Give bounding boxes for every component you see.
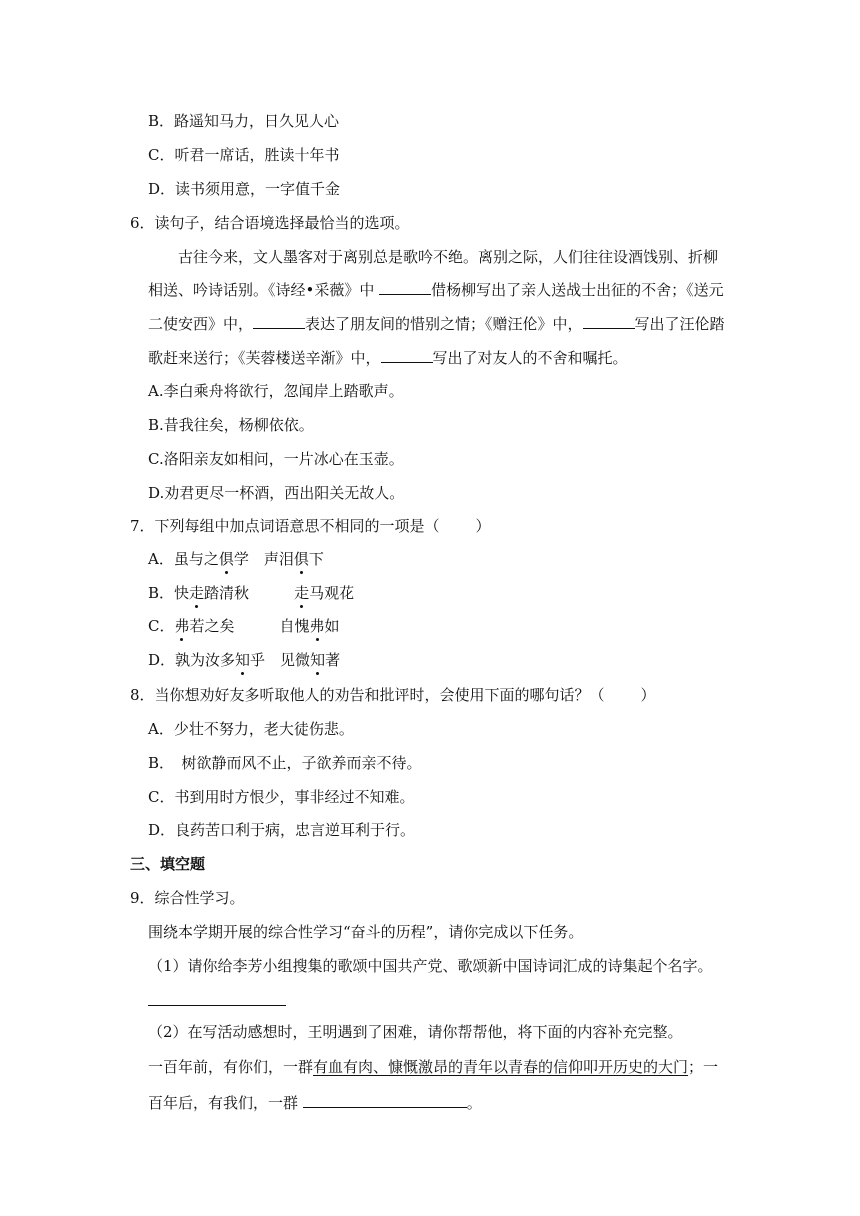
q9-task-1-answer-line[interactable]	[148, 1005, 286, 1006]
dotted-char: 弗	[309, 617, 325, 635]
q6-stem: 6．读句子，结合语境选择最恰当的选项。	[130, 214, 410, 232]
q9-intro: 围绕本学期开展的综合性学习“奋斗的历程”，请你完成以下任务。	[148, 923, 584, 941]
q7-option-b: B．快走踏清秋 走马观花	[148, 584, 355, 602]
q7-option-a: A．虽与之俱学 声泪俱下	[148, 550, 324, 568]
q6-blank-3[interactable]	[583, 314, 635, 329]
q6-option-d: D.劝君更尽一杯酒，西出阳关无故人。	[148, 484, 405, 502]
q6-blank-2[interactable]	[253, 314, 305, 329]
q9-sentence-line-2: 百年后，有我们，一群 。	[148, 1094, 482, 1112]
q8-option-b: B． 树欲静而风不止，子欲养而亲不待。	[148, 754, 422, 772]
q5-option-d: D．读书须用意，一字值千金	[148, 180, 341, 198]
q6-passage-line-4: 歌赶来送行；《芙蓉楼送辛渐》中， 写出了对友人的不舍和嘱托。	[148, 349, 628, 367]
q6-passage-line-2: 相送、吟诗话别。《诗经•采薇》中 借杨柳写出了亲人送战士出征的不舍；《送元	[148, 281, 724, 299]
q6-blank-1[interactable]	[379, 280, 431, 295]
dotted-char: 走	[294, 584, 310, 602]
q6-blank-4[interactable]	[381, 348, 433, 363]
q7-option-c: C．弗若之矣 自愧弗如	[148, 617, 340, 635]
q9-sentence-line-1: 一百年前，有你们，一群有血有肉、慷慨激昂的青年以青春的信仰叩开历史的大门；一	[148, 1058, 719, 1076]
underlined-example: 有血有肉、慷慨激昂的青年以青春的信仰叩开历史的大门	[313, 1058, 689, 1076]
q9-blank[interactable]	[303, 1093, 467, 1108]
q5-option-c: C．听君一席话，胜读十年书	[148, 146, 340, 164]
q8-option-c: C．书到用时方恨少，事非经过不知难。	[148, 788, 415, 806]
q7-stem: 7．下列每组中加点词语意思不相同的一项是（ ）	[130, 517, 491, 535]
q8-stem: 8．当你想劝好友多听取他人的劝告和批评时，会使用下面的哪句话？（ ）	[130, 686, 656, 704]
q8-option-d: D．良药苦口利于病，忠言逆耳利于行。	[148, 821, 416, 839]
dotted-char: 俱	[293, 550, 309, 568]
dotted-char: 知	[235, 651, 251, 669]
q6-option-c: C.洛阳亲友如相问，一片冰心在玉壶。	[148, 450, 404, 468]
q6-passage-line-3: 二使安西》中， 表达了朋友间的惜别之情；《赠汪伦》中， 写出了汪伦踏	[148, 315, 725, 333]
q5-option-b: B．路遥知马力，日久见人心	[148, 112, 340, 130]
q7-option-d: D．孰为汝多知乎 见微知著	[148, 651, 341, 669]
dotted-char: 弗	[174, 617, 190, 635]
q6-option-a: A.李白乘舟将欲行，忽闻岸上踏歌声。	[148, 382, 404, 400]
dotted-char: 俱	[218, 550, 234, 568]
q6-option-b: B.昔我往矣，杨柳依依。	[148, 416, 314, 434]
q9-task-2: （2）在写活动感想时，王明遇到了困难，请你帮帮他，将下面的内容补充完整。	[148, 1023, 683, 1041]
q8-option-a: A．少壮不努力，老大徒伤悲。	[148, 720, 354, 738]
dotted-char: 走	[189, 584, 205, 602]
section-heading: 三、填空题	[130, 855, 206, 873]
q9-stem: 9．综合性学习。	[130, 889, 245, 907]
dotted-char: 知	[310, 651, 326, 669]
q6-passage-line-1: 古往今来，文人墨客对于离别总是歌吟不绝。离别之际，人们往往设酒饯别、折柳	[178, 248, 719, 266]
q9-task-1: （1）请你给李芳小组搜集的歌颂中国共产党、歌颂新中国诗词汇成的诗集起个名字。	[148, 957, 713, 975]
